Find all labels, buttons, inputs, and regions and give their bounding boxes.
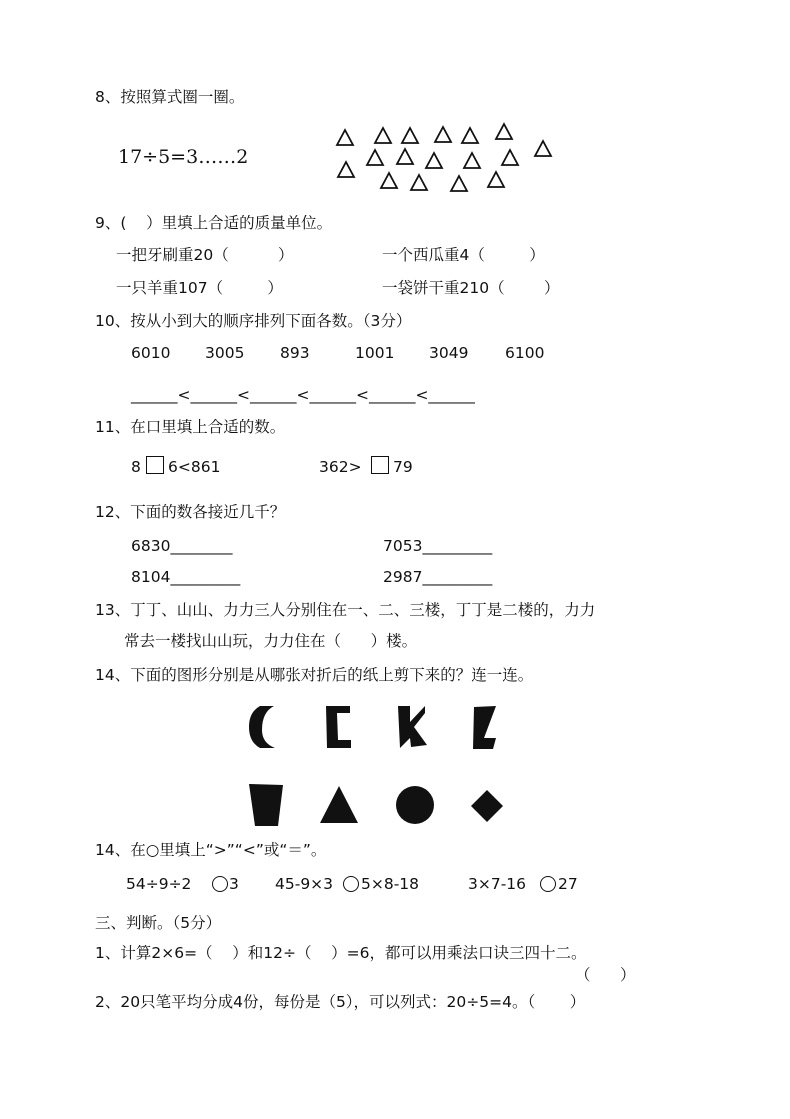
q9-title: 9、( ）里填上合适的质量单位。	[95, 214, 333, 232]
answer-circle[interactable]	[540, 876, 556, 892]
q9-item-d[interactable]: 一袋饼干重210（ ）	[382, 279, 560, 297]
k-cut-shape[interactable]	[398, 706, 427, 748]
q11-b-right: 79	[393, 458, 413, 476]
q10-answer-blanks[interactable]: ______<______<______<______<______<______	[131, 386, 475, 404]
q11-title: 11、在口里填上合适的数。	[95, 418, 286, 436]
q9-item-c[interactable]: 一只羊重107（ ）	[116, 279, 283, 297]
q12-item-a[interactable]: 6830________	[131, 537, 233, 555]
q13-line1: 13、丁丁、山山、力力三人分别住在一、二、三楼，丁丁是二楼的，力力	[95, 601, 596, 619]
answer-circle[interactable]	[212, 876, 228, 892]
q12-item-b[interactable]: 7053_________	[383, 537, 493, 555]
q9-item-b[interactable]: 一个西瓜重4（ ）	[382, 246, 545, 264]
q14-shapes-title: 14、下面的图形分别是从哪张对折后的纸上剪下来的？连一连。	[95, 666, 534, 684]
compare-2-left: 45-9×3	[275, 875, 334, 893]
q12-item-c[interactable]: 8104_________	[131, 568, 241, 586]
c-cut-shape[interactable]	[249, 706, 275, 748]
judge-item-2[interactable]: 2、20只笔平均分成4份，每份是（5），可以列式：20÷5=4。（ ）	[95, 993, 586, 1011]
q11-a-left: 8	[131, 458, 141, 476]
q10-number: 1001	[355, 344, 395, 362]
q12-title: 12、下面的数各接近几千？	[95, 503, 286, 521]
q13-line2[interactable]: 常去一楼找山山玩，力力住在（ ）楼。	[124, 632, 418, 650]
q8-title: 8、按照算式圈一圈。	[95, 88, 245, 106]
q10-title: 10、按从小到大的顺序排列下面各数。（3分）	[95, 312, 412, 330]
section-3-title: 三、判断。（5分）	[95, 914, 222, 932]
q14-compare-title: 14、在○里填上“>”“<”或“＝”。	[95, 841, 327, 859]
q10-number: 3005	[205, 344, 245, 362]
q10-number: 6010	[131, 344, 171, 362]
judge-item-1: 1、计算2×6=（ ）和12÷（ ）=6，都可以用乘法口诀三四十二。	[95, 944, 587, 962]
q12-item-d[interactable]: 2987_________	[383, 568, 493, 586]
answer-circle[interactable]	[343, 876, 359, 892]
z-cut-shape[interactable]	[473, 706, 496, 749]
judge-item-1-paren[interactable]: （ ）	[575, 966, 636, 984]
q10-number: 3049	[429, 344, 469, 362]
compare-2-right: 5×8-18	[361, 875, 420, 893]
diamond-shape[interactable]	[471, 790, 503, 822]
q11-b-left: 362>	[319, 458, 362, 476]
q10-number: 893	[280, 344, 310, 362]
compare-3-left: 3×7-16	[468, 875, 527, 893]
circle-shape[interactable]	[396, 786, 434, 824]
q11-a-right: 6<861	[168, 458, 221, 476]
compare-1-left: 54÷9÷2	[126, 875, 192, 893]
triangle-shape[interactable]	[320, 786, 358, 823]
trapezoid-shape[interactable]	[249, 784, 283, 826]
q10-number: 6100	[505, 344, 545, 362]
q8-equation: 17÷5=3……2	[118, 146, 249, 168]
compare-3-right: 27	[558, 875, 578, 893]
compare-1-right: 3	[229, 875, 239, 893]
q9-item-a[interactable]: 一把牙刷重20（ ）	[116, 246, 294, 264]
bracket-cut-shape[interactable]	[326, 706, 351, 748]
